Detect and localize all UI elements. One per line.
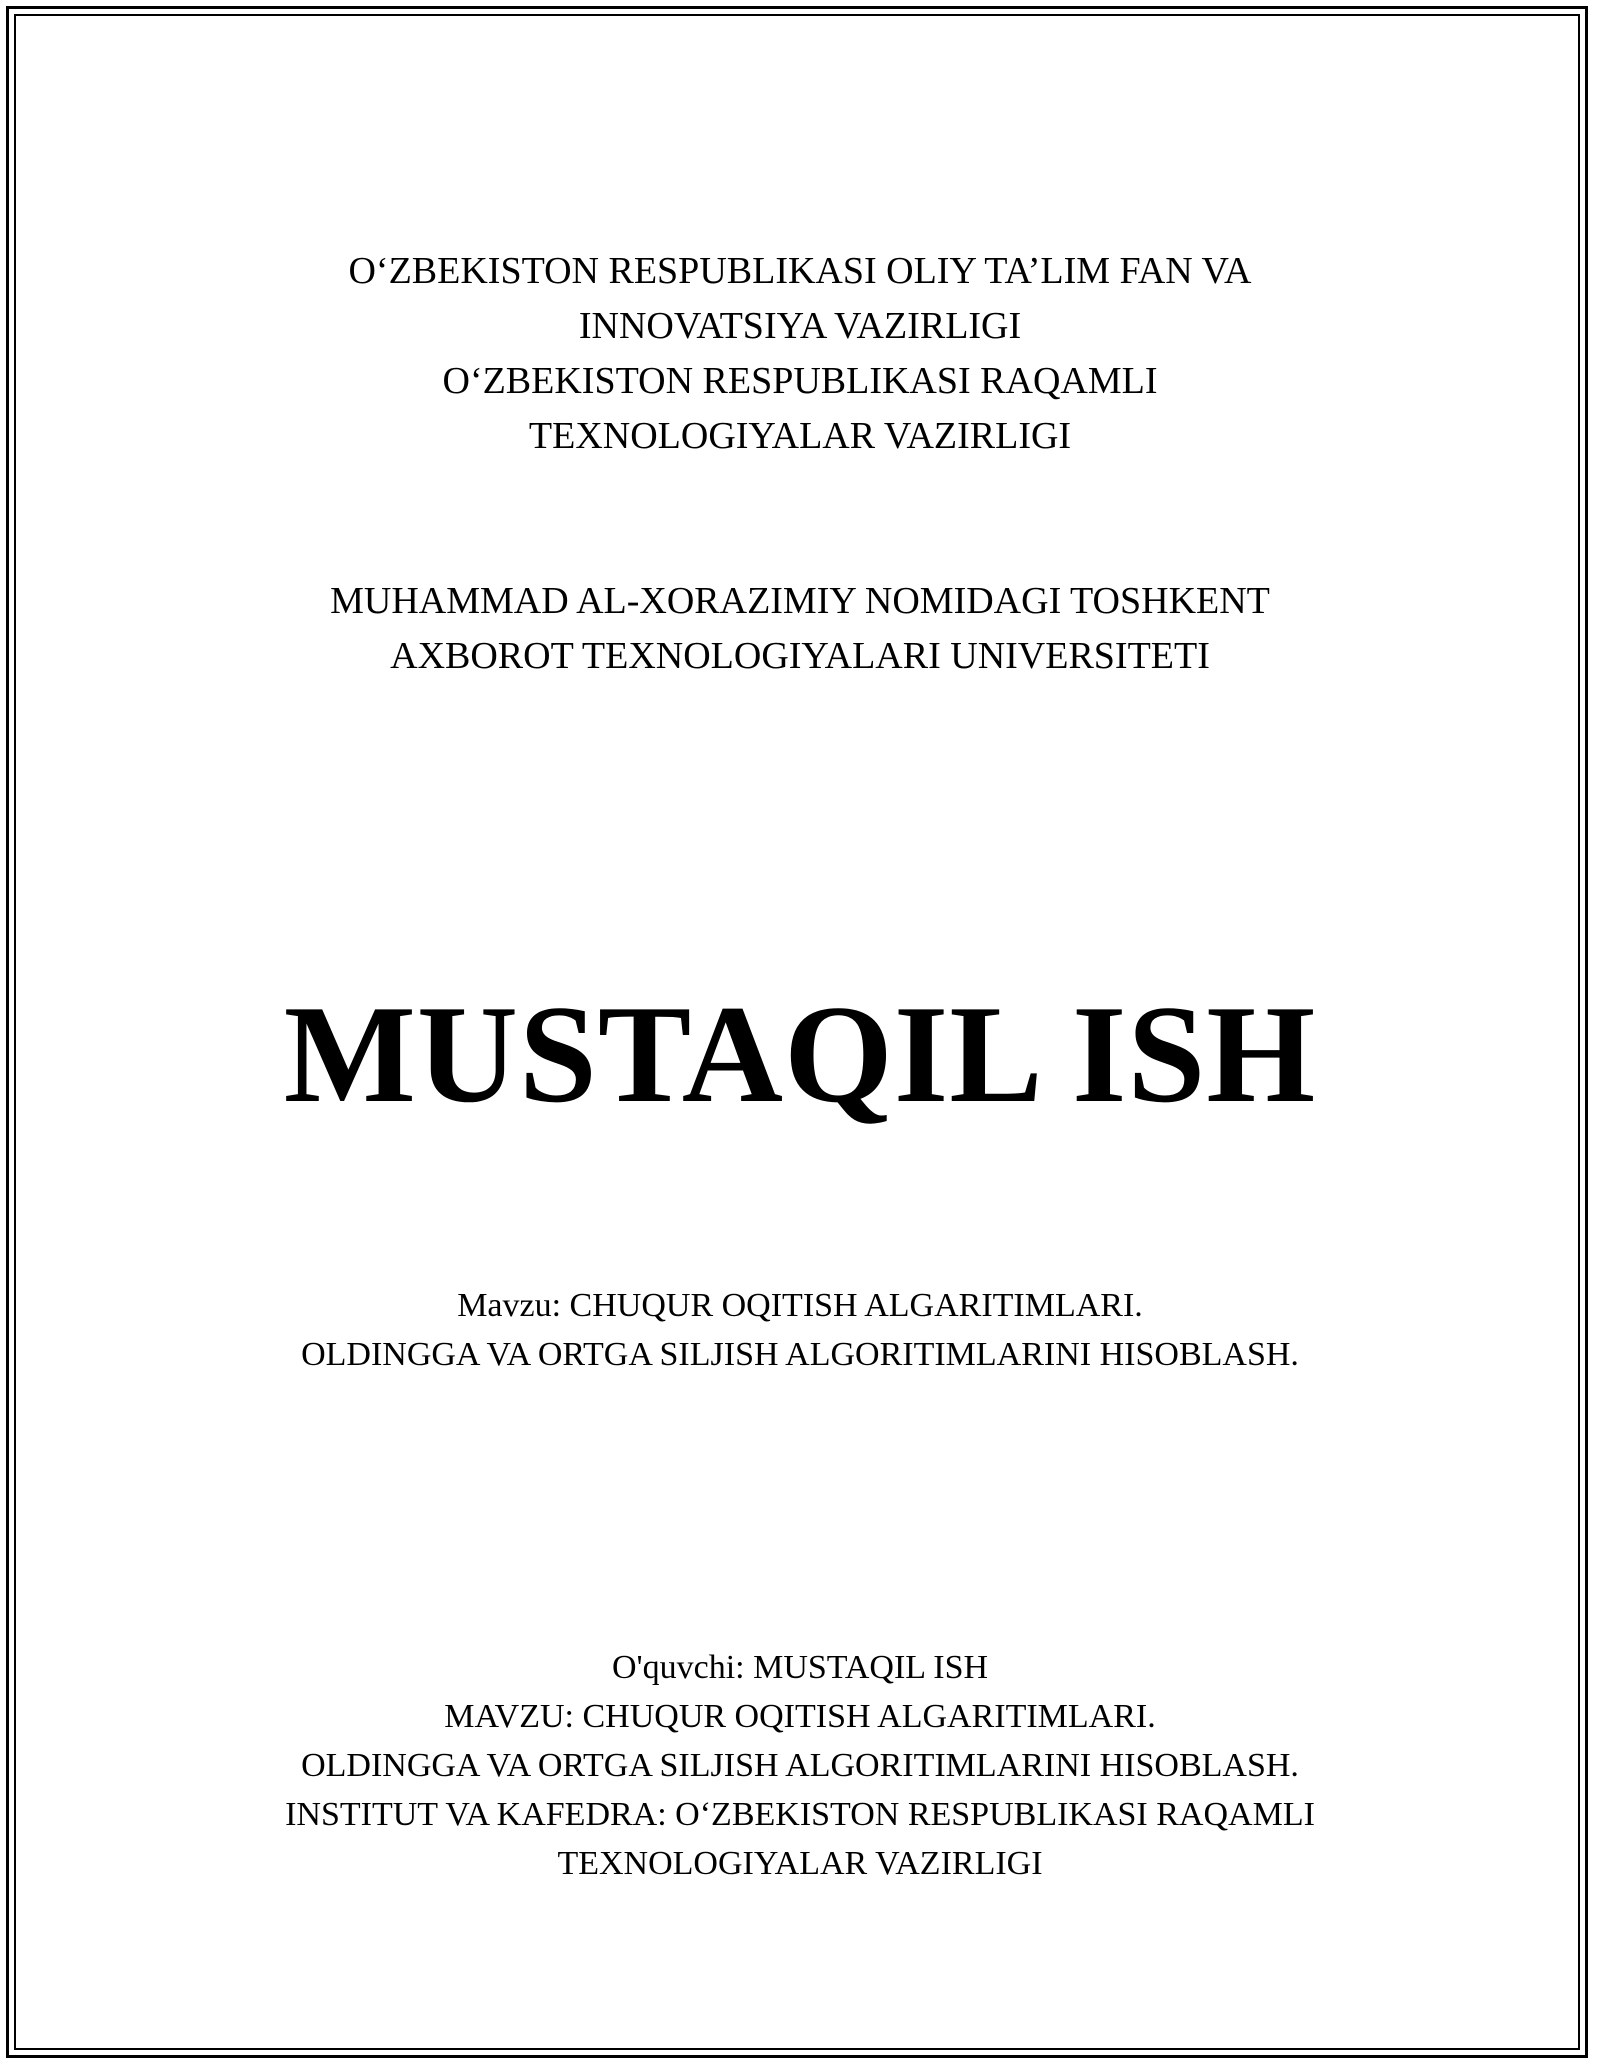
ministry-line: INNOVATSIYA VAZIRLIGI xyxy=(578,305,1022,347)
university-line: MUHAMMAD AL-XORAZIMIY NOMIDAGI TOSHKENT xyxy=(330,580,1270,622)
student-info-line: OLDINGGA VA ORTGA SILJISH ALGORITIMLARINI HISOBLASH. xyxy=(301,1747,1299,1784)
ministry-header xyxy=(0,244,1600,464)
student-info-line: INSTITUT VA KAFEDRA: O‘ZBEKISTON RESPUBLIKASI RAQAMLI xyxy=(285,1796,1315,1833)
student-info-line: O'quvchi: MUSTAQIL ISH xyxy=(611,1649,989,1686)
university-line: AXBOROT TEXNOLOGIYALARI UNIVERSITETI xyxy=(390,635,1210,677)
ministry-line: TEXNOLOGIYALAR VAZIRLIGI xyxy=(528,415,1072,457)
document-title: MUSTAQIL ISH xyxy=(283,977,1317,1132)
student-info-block xyxy=(0,1643,1600,1888)
topic-line: OLDINGGA VA ORTGA SILJISH ALGORITIMLARINI HISOBLASH. xyxy=(301,1336,1299,1373)
student-info-line: MAVZU: CHUQUR OQITISH ALGARITIMLARI. xyxy=(444,1698,1156,1735)
topic-block xyxy=(0,1281,1600,1379)
ministry-line: O‘ZBEKISTON RESPUBLIKASI OLIY TA’LIM FAN VA xyxy=(348,250,1252,292)
student-info-line: TEXNOLOGIYALAR VAZIRLIGI xyxy=(557,1845,1043,1882)
topic-line: Mavzu: CHUQUR OQITISH ALGARITIMLARI. xyxy=(457,1287,1143,1324)
university-name xyxy=(0,574,1600,684)
ministry-line: O‘ZBEKISTON RESPUBLIKASI RAQAMLI xyxy=(442,360,1158,402)
